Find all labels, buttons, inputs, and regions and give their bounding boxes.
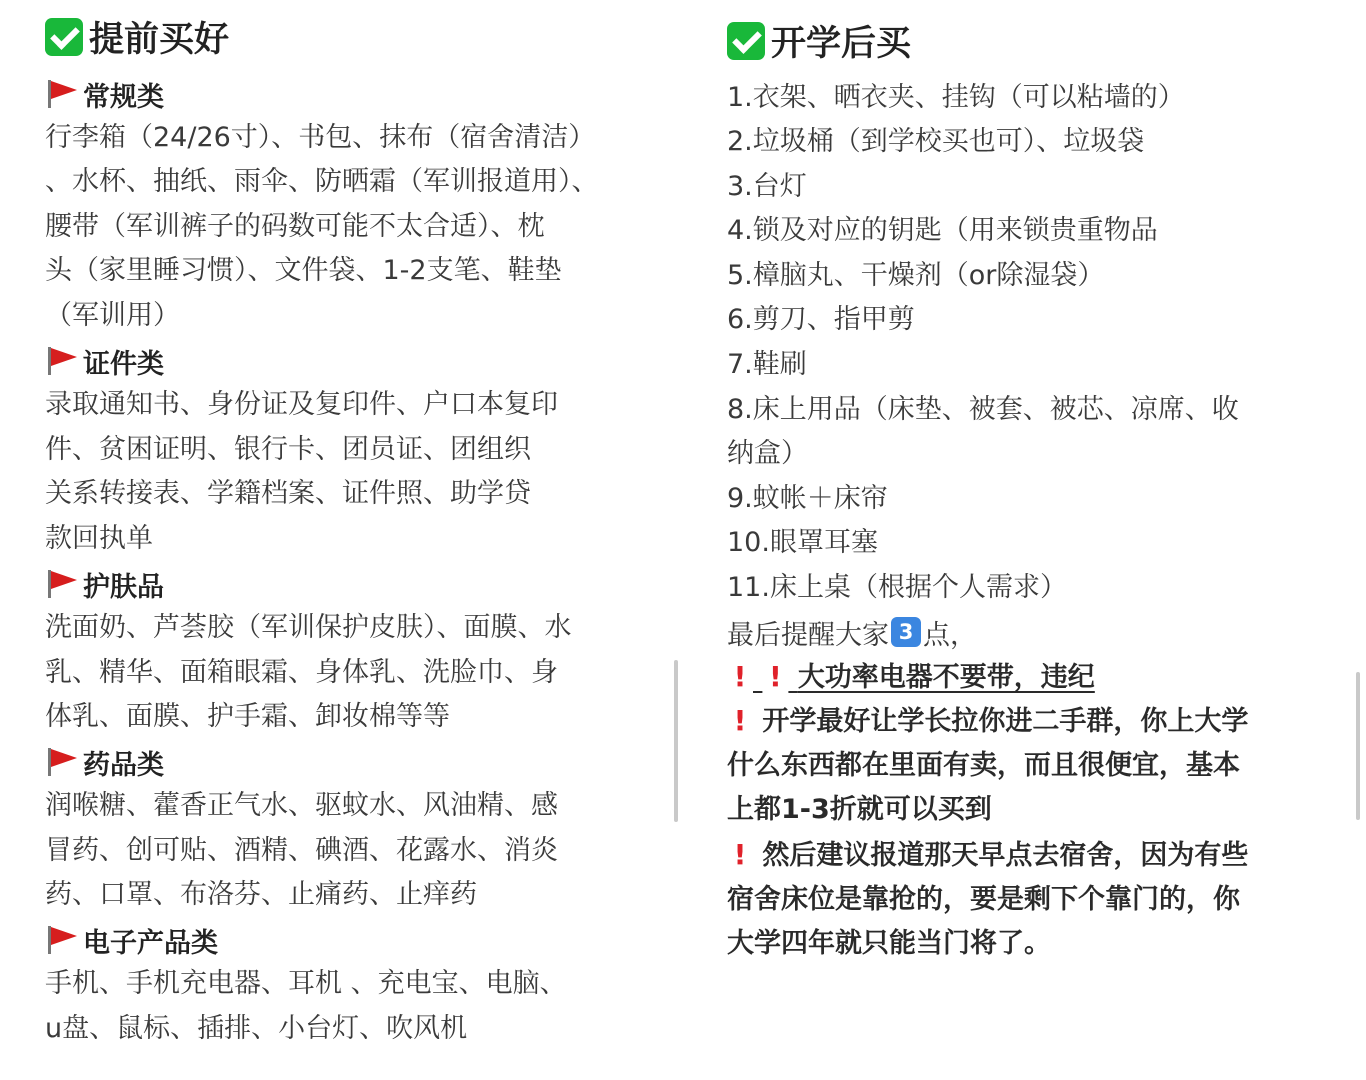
text-line: 润喉糖、藿香正气水、驱蚊水、风油精、感 <box>45 790 558 821</box>
list-item: 2.垃圾桶（到学校买也可）、垃圾袋 <box>727 126 1145 157</box>
heading-buy-after-school-starts <box>727 16 911 66</box>
warning-3-continued: 宿舍床位是靠抢的，要是剩下个靠门的，你 <box>727 884 1240 915</box>
section-title-medicine <box>45 740 164 784</box>
list-item: 3.台灯 <box>727 171 807 202</box>
text-line: （军训用） <box>45 300 180 331</box>
text-line: 乳、精华、面箱眼霜、身体乳、洗脸巾、身 <box>45 657 558 688</box>
warning-3-continued: 大学四年就只能当门将了。 <box>727 928 1051 959</box>
text-line: 件、贫困证明、银行卡、团员证、团组织 <box>45 434 531 465</box>
red-flag-icon <box>45 924 79 956</box>
list-item: 11.床上桌（根据个人需求） <box>727 572 1067 603</box>
check-mark-button-icon <box>45 18 83 56</box>
text-line: 腰带（军训裤子的码数可能不太合适）、枕 <box>45 211 545 242</box>
text-line: 头（家里睡习惯）、文件袋、1-2支笔、鞋垫 <box>45 255 562 286</box>
text-line: 洗面奶、芦荟胶（军训保护皮肤）、面膜、水 <box>45 612 572 643</box>
heading-text: 提前买好 <box>89 20 230 60</box>
red-flag-icon <box>45 345 79 377</box>
section-title-text: 电子产品类 <box>83 927 218 959</box>
list-item: 4.锁及对应的钥匙（用来锁贵重物品 <box>727 215 1158 246</box>
heading-buy-in-advance <box>45 12 229 62</box>
list-item: 5.樟脑丸、干燥剂（or除湿袋） <box>727 260 1105 291</box>
text-line: 、水杯、抽纸、雨伞、防晒霜（军训报道用）、 <box>45 166 599 197</box>
check-mark-button-icon <box>727 22 765 60</box>
text-line: 录取通知书、身份证及复印件、户口本复印 <box>45 389 558 420</box>
exclamation-mark-icon: ! <box>733 660 747 693</box>
list-item: 7.鞋刷 <box>727 349 807 380</box>
warning-line-3 <box>727 833 1248 877</box>
text-line: 款回执单 <box>45 523 153 554</box>
warning-2-text: 开学最好让学长拉你进二手群，你上大学 <box>762 706 1249 737</box>
warning-1-underlined <box>727 662 1095 693</box>
section-title-text: 证件类 <box>83 348 164 380</box>
red-flag-icon <box>45 78 79 110</box>
section-title-skincare <box>45 562 164 606</box>
text-line: u盘、鼠标、插排、小台灯、吹风机 <box>45 1013 468 1044</box>
text-line: 行李箱（24/26寸）、书包、抹布（宿舍清洁） <box>45 122 596 153</box>
list-item: 9.蚊帐＋床帘 <box>727 483 888 514</box>
list-item: 8.床上用品（床垫、被套、被芯、凉席、收 <box>727 394 1239 425</box>
heading-text: 开学后买 <box>771 24 912 64</box>
warning-3-text: 然后建议报道那天早点去宿舍，因为有些 <box>762 840 1249 871</box>
warning-line-2 <box>727 699 1248 743</box>
scrollbar[interactable] <box>1356 672 1360 820</box>
divider <box>674 660 678 822</box>
list-item: 纳盒） <box>727 438 808 469</box>
section-title-general <box>45 72 164 116</box>
list-item: 6.剪刀、指甲剪 <box>727 304 915 335</box>
reminder-suffix: 点， <box>923 619 977 651</box>
reminder-line <box>727 610 977 654</box>
red-flag-icon <box>45 746 79 778</box>
section-title-documents <box>45 339 164 383</box>
section-title-text: 护肤品 <box>83 571 164 603</box>
text-line: 药、口罩、布洛芬、止痛药、止痒药 <box>45 879 477 910</box>
warning-1-text: 大功率电器不要带，违纪 <box>797 662 1095 693</box>
warning-2-continued: 上都1-3折就可以买到 <box>727 794 992 825</box>
keycap-three-icon: 3 <box>891 617 921 647</box>
text-line: 体乳、面膜、护手霜、卸妆棉等等 <box>45 701 450 732</box>
reminder-prefix: 最后提醒大家 <box>727 619 889 651</box>
warning-line-1 <box>727 655 1095 699</box>
section-title-text: 常规类 <box>83 81 164 113</box>
red-flag-icon <box>45 568 79 600</box>
warning-2-continued: 什么东西都在里面有卖，而且很便宜，基本 <box>727 750 1240 781</box>
section-title-electronics <box>45 918 218 962</box>
text-line: 冒药、创可贴、酒精、碘酒、花露水、消炎 <box>45 835 558 866</box>
exclamation-mark-icon: ! <box>733 704 747 737</box>
list-item: 1.衣架、晒衣夹、挂钩（可以粘墙的） <box>727 82 1185 113</box>
exclamation-mark-icon: ! <box>733 838 747 871</box>
exclamation-mark-icon: ! <box>769 660 782 693</box>
section-title-text: 药品类 <box>83 749 164 781</box>
text-line: 关系转接表、学籍档案、证件照、助学贷 <box>45 478 531 509</box>
text-line: 手机、手机充电器、耳机 、充电宝、电脑、 <box>45 968 567 999</box>
list-item: 10.眼罩耳塞 <box>727 527 878 558</box>
